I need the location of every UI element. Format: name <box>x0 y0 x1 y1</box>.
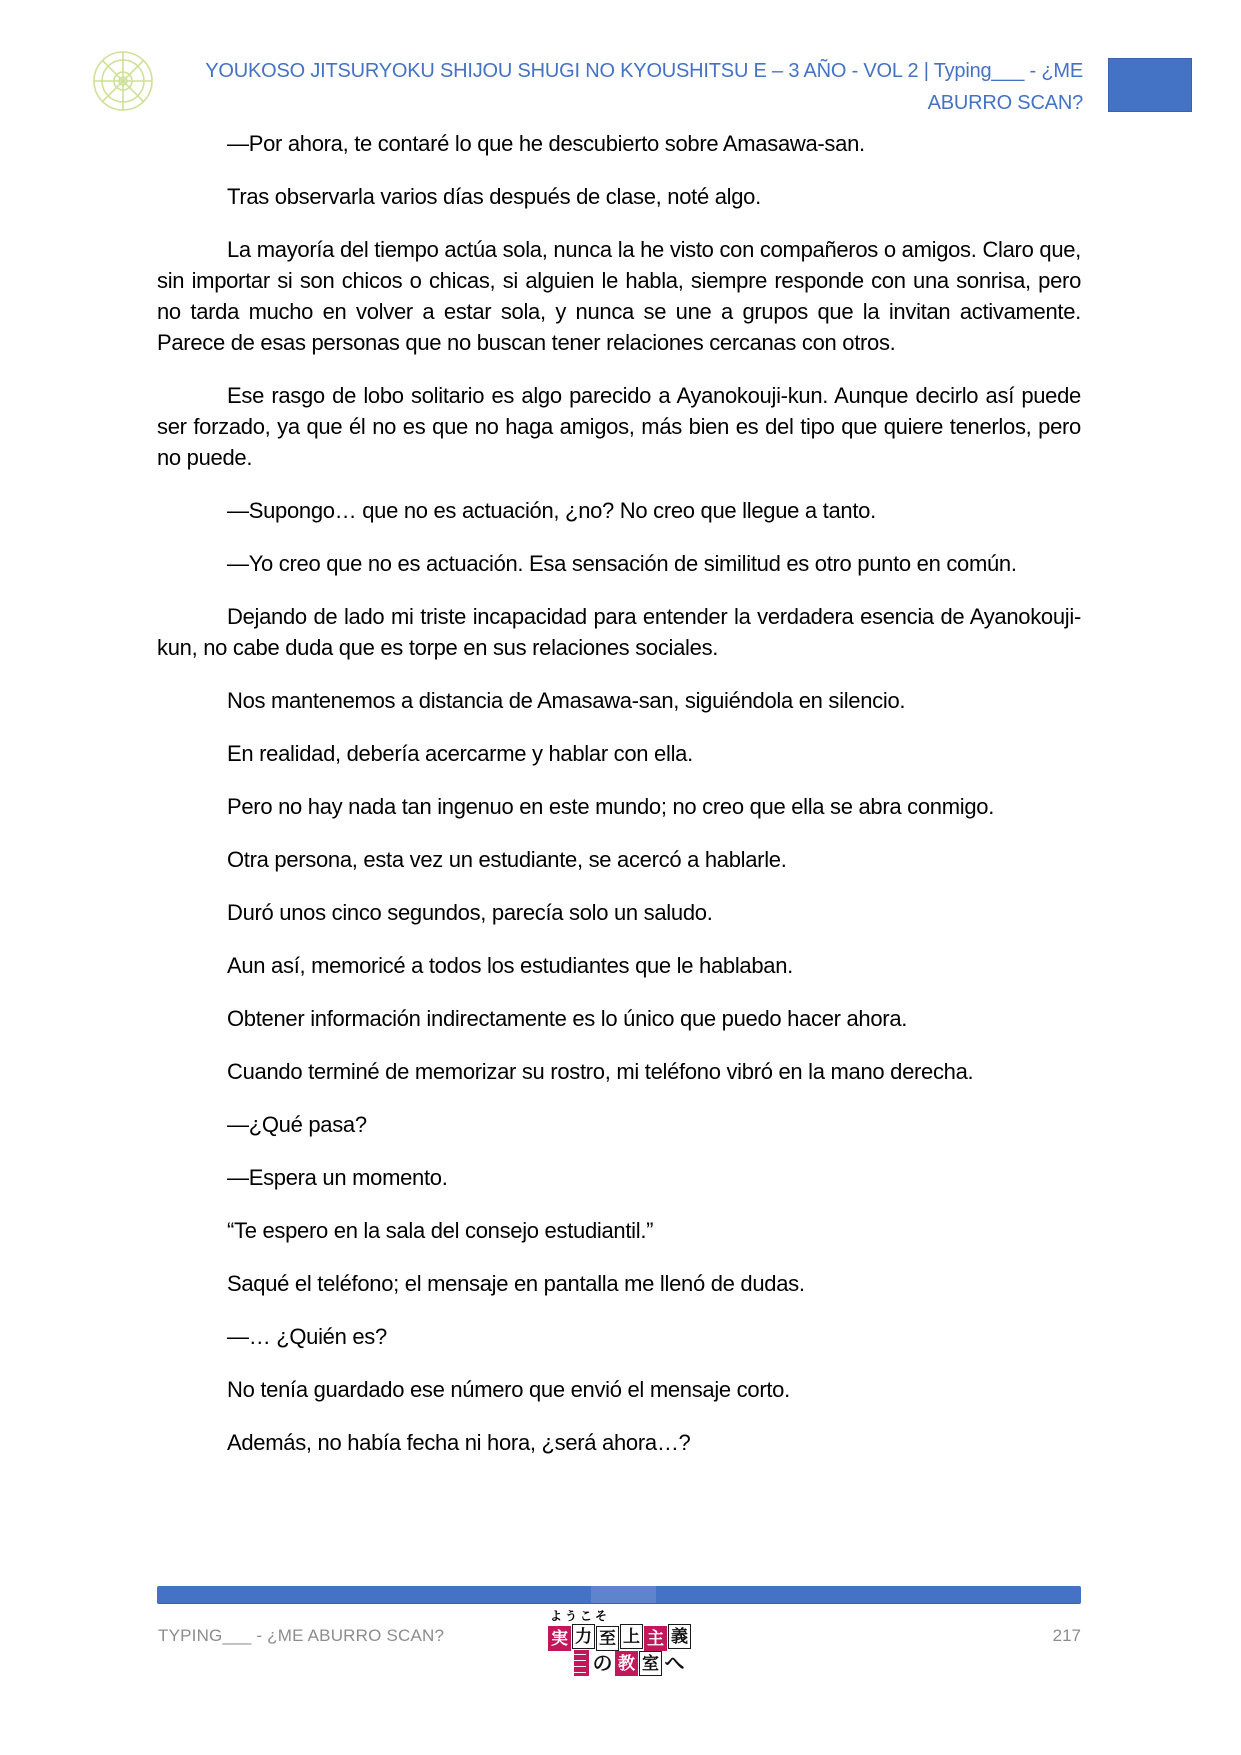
body-paragraph: —¿Qué pasa? <box>227 1112 367 1137</box>
scanlation-emblem-icon <box>92 50 154 112</box>
series-logo-kanji-block: へ <box>664 1652 685 1675</box>
body-paragraph: —Supongo… que no es actuación, ¿no? No creo que llegue a tanto. <box>227 498 876 523</box>
body-paragraph: —Espera un momento. <box>227 1165 448 1190</box>
body-paragraph: —… ¿Quién es? <box>227 1324 387 1349</box>
page-text <box>157 128 1081 1480</box>
series-logo-kanji-block: 力 <box>572 1624 595 1649</box>
body-paragraph: Nos mantenemos a distancia de Amasawa-san, siguiéndola en silencio. <box>227 688 906 713</box>
body-paragraph: En realidad, debería acercarme y hablar con ella. <box>227 741 693 766</box>
body-paragraph: Pero no hay nada tan ingenuo en este mundo; no creo que ella se abra conmigo. <box>227 794 995 819</box>
body-paragraph: Ese rasgo de lobo solitario es algo parecido a Ayanokouji-kun. Aunque decirlo así puede ser forzado, ya que él no es que no haga amigos, más bien es del tipo que quiere tenerlos, pero no puede. <box>157 383 1081 470</box>
body-paragraph: Otra persona, esta vez un estudiante, se acercó a hablarle. <box>227 847 787 872</box>
footer-scan-credit: TYPING___ - ¿ME ABURRO SCAN? <box>158 1626 445 1645</box>
series-logo-kanji-row2 <box>574 1650 698 1676</box>
series-logo-kanji-block: 上 <box>620 1624 643 1649</box>
series-logo-kanji-block: 実 <box>548 1626 571 1651</box>
series-logo-kanji-block: 教 <box>615 1651 638 1676</box>
body-paragraph: Saqué el teléfono; el mensaje en pantalla me llenó de dudas. <box>227 1271 805 1296</box>
series-logo-kanji-block: 至 <box>596 1626 619 1651</box>
series-logo-kanji-block: 主 <box>644 1626 667 1651</box>
body-paragraph: No tenía guardado ese número que envió el mensaje corto. <box>227 1377 790 1402</box>
body-paragraph: —Por ahora, te contaré lo que he descubierto sobre Amasawa-san. <box>227 131 865 156</box>
series-logo-kanji-block: 室 <box>639 1651 662 1676</box>
body-paragraph: Tras observarla varios días después de clase, noté algo. <box>227 184 761 209</box>
series-logo-subtitle-block <box>574 1650 589 1676</box>
page-number: 217 <box>1052 1626 1081 1645</box>
series-logo-kanji-block: 義 <box>668 1624 691 1649</box>
body-paragraph: Aun así, memoricé a todos los estudiantes que le hablaban. <box>227 953 793 978</box>
body-paragraph: Cuando terminé de memorizar su rostro, mi teléfono vibró en la mano derecha. <box>227 1059 974 1084</box>
footer-accent-bar <box>157 1586 1081 1604</box>
series-logo-youkoso-text: ようこそ <box>550 1609 611 1623</box>
series-logo-kanji-row <box>548 1624 698 1649</box>
body-paragraph: —Yo creo que no es actuación. Esa sensación de similitud es otro punto en común. <box>227 551 1017 576</box>
footer-bar-seam <box>591 1586 656 1603</box>
header-accent-rectangle <box>1108 58 1192 112</box>
body-paragraph: La mayoría del tiempo actúa sola, nunca la he visto con compañeros o amigos. Claro que, sin importar si son chicos o chicas, si alguien le habla, siempre responde con una sonrisa, pero no tarda mucho en volver a estar sola, y nunca se une a grupos que la invitan activamente. Parece de esas personas que no buscan tener relaciones cercanas con otros. <box>157 237 1081 355</box>
body-paragraph: Duró unos cinco segundos, parecía solo un saludo. <box>227 900 713 925</box>
body-paragraph: “Te espero en la sala del consejo estudiantil.” <box>227 1218 654 1243</box>
series-logo-kanji-block: の <box>592 1652 613 1675</box>
body-paragraph: Además, no había fecha ni hora, ¿será ahora…? <box>227 1430 691 1455</box>
page-title: YOUKOSO JITSURYOKU SHIJOU SHUGI NO KYOUSHITSU E – 3 AÑO - VOL 2 | Typing___ - ¿ME ABURRO SCAN? <box>205 60 1083 114</box>
body-paragraph: Dejando de lado mi triste incapacidad para entender la verdadera esencia de Ayanokouji-kun, no cabe duda que es torpe en sus relaciones sociales. <box>157 604 1081 660</box>
series-logo <box>548 1610 698 1676</box>
series-logo-row2-blocks <box>591 1651 686 1676</box>
body-paragraph: Obtener información indirectamente es lo único que puedo hacer ahora. <box>227 1006 908 1031</box>
